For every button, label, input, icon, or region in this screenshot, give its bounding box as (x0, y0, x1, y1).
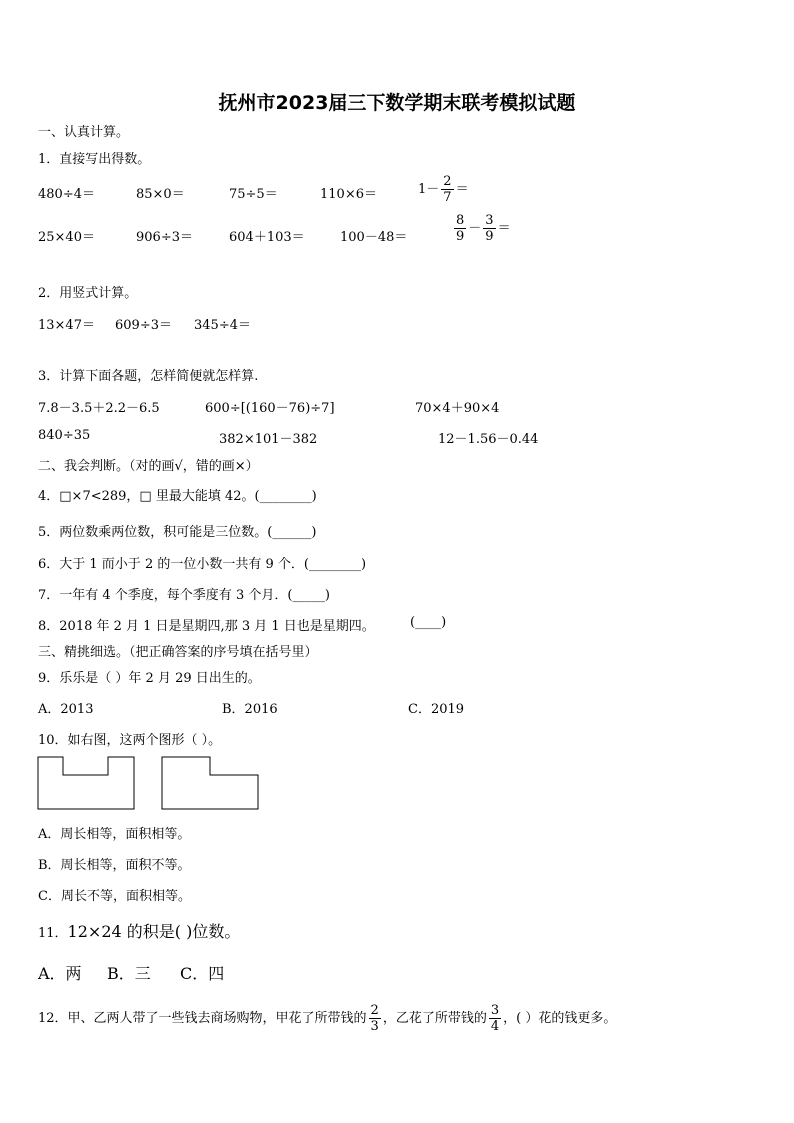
denominator: 9 (456, 229, 465, 244)
q11-stem: 12×24 的积是( )位数。 (67, 922, 241, 941)
q3-item: 600÷[(160－76)÷7] (205, 401, 335, 416)
q7-statement: 7．一年有 4 个季度，每个季度有 3 个月．(_____) (38, 588, 330, 603)
q9-option-b: B．2016 (222, 702, 278, 717)
q10-stem: 10．如右图，这两个图形（ ）。 (38, 733, 222, 748)
q12-text-2: ，乙花了所带钱的 (382, 1011, 487, 1026)
q12-text-1: 12．甲、乙两人带了一些钱去商场购物，甲花了所带钱的 (38, 1011, 367, 1026)
numerator: 8 (456, 213, 465, 228)
q10-option-b: B．周长相等，面积不等。 (38, 858, 191, 873)
q1-label: 1．直接写出得数。 (38, 152, 151, 167)
equals-sign: ＝ (497, 221, 511, 236)
fraction (441, 174, 453, 205)
q9-option-a: A．2013 (38, 702, 94, 717)
fraction (369, 1003, 381, 1034)
q11-option-b: B．三 (107, 964, 151, 983)
fraction (454, 213, 466, 244)
q1-frac-suffix: ＝ (455, 182, 469, 197)
section-3-heading: 三、精挑细选。（把正确答案的序号填在括号里） (38, 645, 318, 660)
q3-item: 7.8－3.5＋2.2－6.5 (38, 401, 160, 416)
q11-option-a: A．两 (38, 964, 82, 983)
q1-item: 75÷5＝ (229, 187, 278, 202)
q1-item: 85×0＝ (136, 187, 185, 202)
q11-option-c: C．四 (180, 964, 225, 983)
page-title: 抚州市2023届三下数学期末联考模拟试题 (218, 92, 576, 114)
q9-option-c: C．2019 (408, 702, 465, 717)
q12-stem (38, 1003, 616, 1034)
q3-item: 840÷35 (38, 428, 91, 443)
q1-item: 25×40＝ (38, 230, 95, 245)
q2-item: 345÷4＝ (194, 318, 251, 333)
q4-statement: 4．□×7<289，□ 里最大能填 42。(________) (38, 489, 317, 504)
q3-label: 3．计算下面各题，怎样简便就怎样算. (38, 369, 259, 384)
q1-item: 100－48＝ (340, 230, 408, 245)
q8-answer-blank: (____) (410, 615, 447, 630)
q8-statement: 8．2018 年 2 月 1 日是星期四,那 3 月 1 日也是星期四。 (38, 619, 375, 634)
q11-line (38, 919, 240, 942)
q1-item: 604＋103＝ (229, 230, 305, 245)
numerator: 3 (485, 213, 494, 228)
q11-number: 11． (38, 926, 68, 941)
numerator: 2 (443, 174, 452, 189)
q1-item: 110×6＝ (320, 187, 377, 202)
fraction (489, 1003, 501, 1034)
q10-figure-left (37, 756, 135, 810)
q2-item: 609÷3＝ (115, 318, 172, 333)
denominator: 3 (370, 1019, 379, 1034)
q1-fraction-item (418, 174, 469, 205)
q3-item: 382×101－382 (219, 432, 318, 447)
denominator: 4 (490, 1019, 500, 1034)
numerator: 2 (370, 1003, 379, 1018)
q1-item: 906÷3＝ (136, 230, 193, 245)
q10-option-c: C．周长不等，面积相等。 (38, 889, 191, 904)
q9-stem: 9．乐乐是（ ）年 2 月 29 日出生的。 (38, 671, 261, 686)
q12-text-3: ，( ）花的钱更多。 (503, 1011, 617, 1026)
minus-sign: － (468, 221, 482, 236)
q1-item: 480÷4＝ (38, 187, 95, 202)
denominator: 9 (485, 229, 494, 244)
q1-fraction-item (452, 213, 511, 244)
fraction (483, 213, 495, 244)
section-2-heading: 二、我会判断。（对的画√，错的画×） (38, 459, 259, 474)
q5-statement: 5．两位数乘两位数，积可能是三位数。(______) (38, 525, 317, 540)
q2-label: 2．用竖式计算。 (38, 286, 138, 301)
q10-option-a: A．周长相等，面积相等。 (38, 827, 191, 842)
q2-item: 13×47＝ (38, 318, 95, 333)
q3-item: 70×4＋90×4 (415, 401, 500, 416)
denominator: 7 (443, 190, 452, 205)
q6-statement: 6．大于 1 而小于 2 的一位小数一共有 9 个．(________) (38, 557, 367, 572)
q3-item: 12－1.56－0.44 (438, 432, 539, 447)
q10-figure-right (161, 756, 259, 810)
numerator: 3 (490, 1003, 500, 1018)
q1-frac-prefix: 1－ (418, 182, 440, 197)
section-1-heading: 一、认真计算。 (38, 125, 130, 140)
